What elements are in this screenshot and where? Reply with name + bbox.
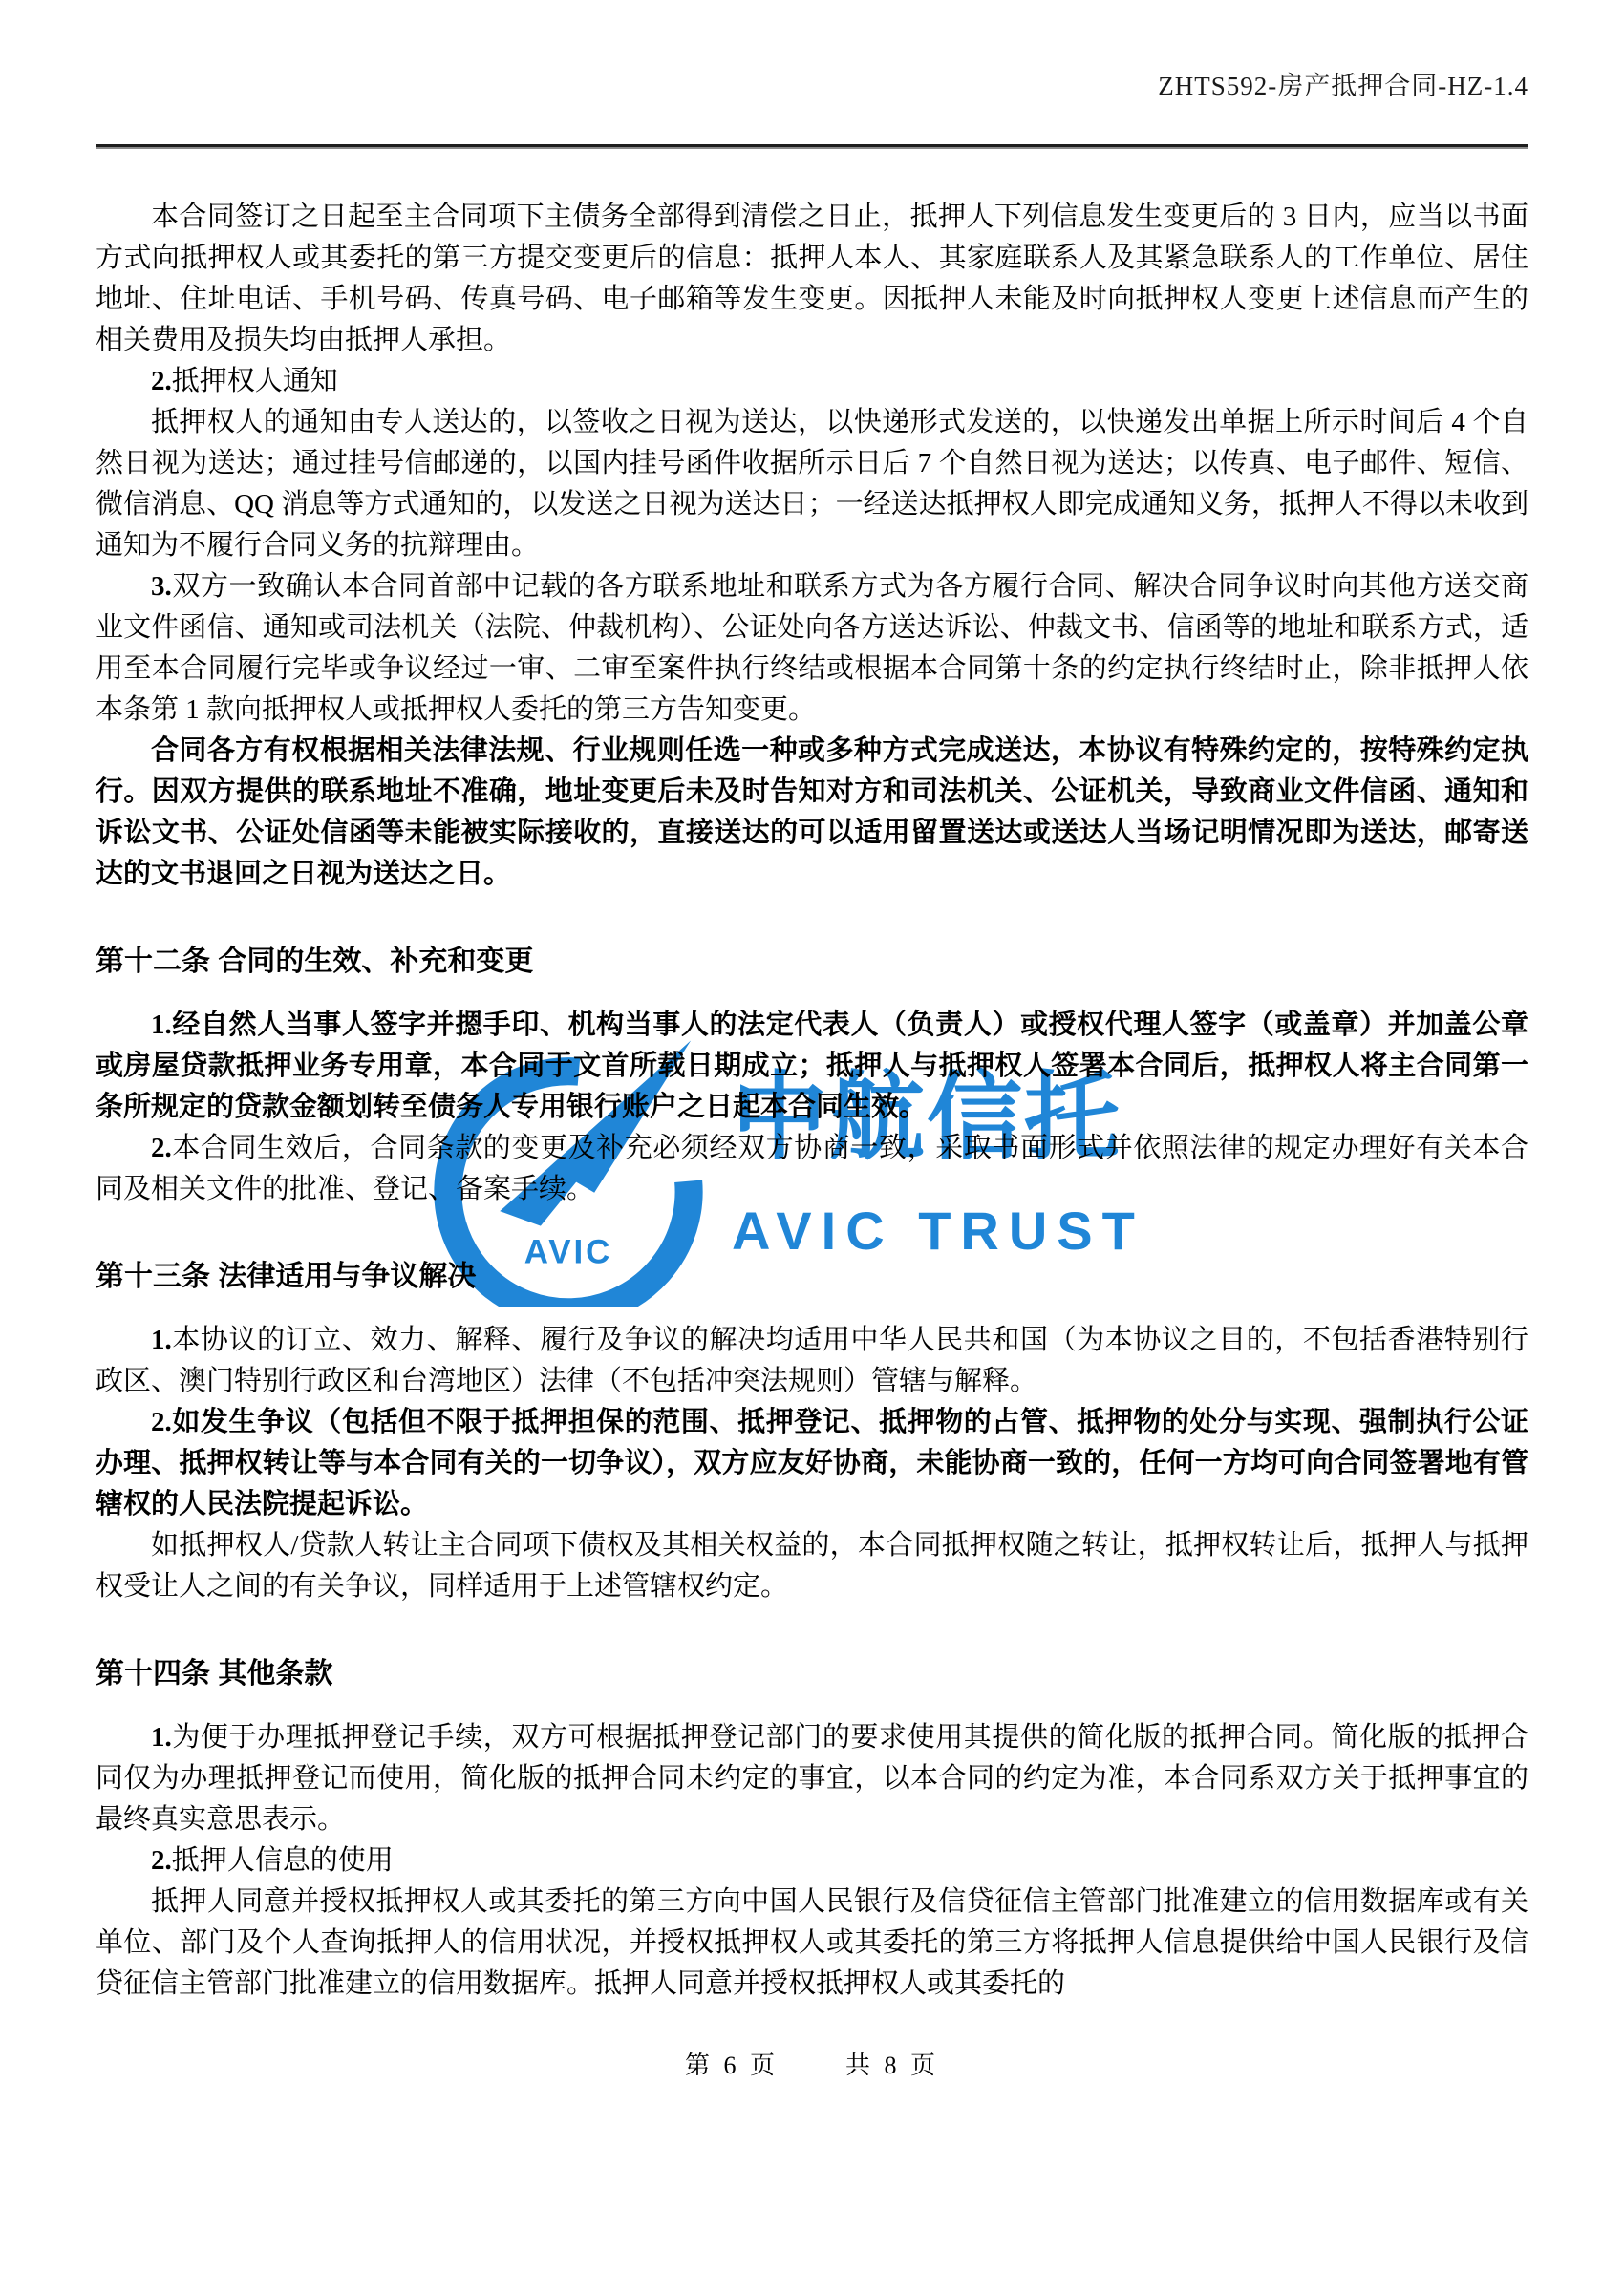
avic-circle-label: AVIC [524,1233,613,1271]
paragraph-notice-change: 本合同签订之日起至主合同项下主债务全部得到清偿之日止，抵押人下列信息发生变更后的 3 日内，应当以书面方式向抵押权人或其委托的第三方提交变更后的信息：抵押人本人、其家庭联系人及其紧急联系人的工作单位、居住地址、住址电话、手机号码、传真号码、电子邮箱等发生变更。因抵押人未能及时向抵押权人变更上述信息而产生的相关费用及损失均由抵押人承担。 [96,202,1528,355]
clause-text: 经自然人当事人签字并摁手印、机构当事人的法定代表人（负责人）或授权代理人签字（或盖章）并加盖公章或房屋贷款抵押业务专用章，本合同于文首所载日期成立；抵押人与抵押权人签署本合同后，抵押权人将主合同第一条所规定的贷款金额划转至债务人专用银行账户之日起本合同生效。 [96,1010,1528,1122]
clause-text: 抵押人信息的使用 [171,1845,394,1876]
section-heading-article-12: 第十二条 合同的生效、补充和变更 [96,946,534,977]
paragraph-mortgagee-notice-title [96,361,1528,402]
clause-text: 本合同生效后，合同条款的变更及补充必须经双方协商一致，采取书面形式并依照法律的规定办理好有关本合同及相关文件的批准、登记、备案手续。 [96,1133,1528,1204]
paragraph-dispute-resolution [96,1402,1528,1525]
clause-text: 抵押权人通知 [171,366,338,396]
clause-number: 1. [151,1010,172,1040]
clause-text: 双方一致确认本合同首部中记载的各方联系地址和联系方式为各方履行合同、解决合同争议时向其他方送交商业文件函信、通知或司法机关（法院、仲裁机构）、公证处向各方送达诉讼、仲裁文书、信函等的地址和联系方式，适用至本合同履行完毕或争议经过一审、二审至案件执行终结或根据本合同第十条的约定执行终结时止，除非抵押人依本条第 1 款向抵押权人或抵押权人委托的第三方告知变更。 [96,571,1528,725]
clause-number: 1. [151,1722,172,1753]
clause-text: 本协议的订立、效力、解释、履行及争议的解决均适用中华人民共和国（为本协议之目的，不包括香港特别行政区、澳门特别行政区和台湾地区）法律（不包括冲突法规则）管辖与解释。 [96,1325,1528,1396]
paragraph-amendment [96,1128,1528,1210]
header-rule [96,144,1528,147]
footer-total-pages: 共 8 页 [845,2052,940,2079]
paragraph-governing-law [96,1320,1528,1402]
paragraph-info-use-title [96,1840,1528,1881]
contract-body [96,197,1528,2005]
clause-number: 2. [151,366,172,396]
clause-number: 2. [151,1407,172,1437]
page-footer [0,2046,1624,2081]
clause-text: 为便于办理抵押登记手续，双方可根据抵押登记部门的要求使用其提供的简化版的抵押合同。简化版的抵押合同仅为办理抵押登记而使用，简化版的抵押合同未约定的事宜，以本合同的约定为准，本合同系双方关于抵押事宜的最终真实意思表示。 [96,1722,1528,1835]
section-heading-article-13: 第十三条 法律适用与争议解决 [96,1261,477,1292]
section-heading-article-14: 第十四条 其他条款 [96,1658,333,1690]
clause-number: 2. [151,1133,172,1163]
paragraph-delivery-choice: 合同各方有权根据相关法律法规、行业规则任选一种或多种方式完成送达，本协议有特殊约定的，按特殊约定执行。因双方提供的联系地址不准确，地址变更后未及时告知对方和司法机关、公证机关，导致商业文件信函、通知和诉讼文书、公证处信函等未能被实际接收的，直接送达的可以适用留置送达或送达人当场记明情况即为送达，邮寄送达的文书退回之日视为送达之日。 [96,735,1528,889]
footer-page-number: 第 6 页 [684,2052,779,2079]
paragraph-effectiveness [96,1005,1528,1128]
watermark-en-text: AVIC TRUST [732,1201,1144,1261]
document-code: ZHTS592-房产抵押合同-HZ-1.4 [1158,72,1528,100]
clause-number: 1. [151,1325,172,1355]
paragraph-simplified-contract [96,1717,1528,1840]
clause-number: 3. [151,571,172,602]
paragraph-delivery-methods: 抵押权人的通知由专人送达的，以签收之日视为送达，以快递形式发送的，以快递发出单据上所示时间后 4 个自然日视为送达；通过挂号信邮递的，以国内挂号函件收据所示日后 7 个自然日视为送达；以传真、电子邮件、短信、微信消息、QQ 消息等方式通知的，以发送之日视为送达日；一经送达抵押权人即完成通知义务，抵押人不得以未收到通知为不履行合同义务的抗辩理由。 [96,407,1528,561]
paragraph-credit-authorization: 抵押人同意并授权抵押权人或其委托的第三方向中国人民银行及信贷征信主管部门批准建立的信用数据库或有关单位、部门及个人查询抵押人的信用状况，并授权抵押权人或其委托的第三方将抵押人信息提供给中国人民银行及信贷征信主管部门批准建立的信用数据库。抵押人同意并授权抵押权人或其委托的 [96,1886,1528,1999]
watermark-cn-text: 中航信托 [732,1064,1122,1171]
paragraph-assignment-jurisdiction: 如抵押权人/贷款人转让主合同项下债权及其相关权益的，本合同抵押权随之转让，抵押权转让后，抵押人与抵押权受让人之间的有关争议，同样适用于上述管辖权约定。 [96,1530,1528,1602]
clause-text: 如发生争议（包括但不限于抵押担保的范围、抵押登记、抵押物的占管、抵押物的处分与实现、强制执行公证办理、抵押权转让等与本合同有关的一切争议），双方应友好协商，未能协商一致的，任何一方均可向合同签署地有管辖权的人民法院提起诉讼。 [96,1407,1528,1520]
paragraph-address-confirmation [96,566,1528,731]
clause-number: 2. [151,1845,172,1876]
